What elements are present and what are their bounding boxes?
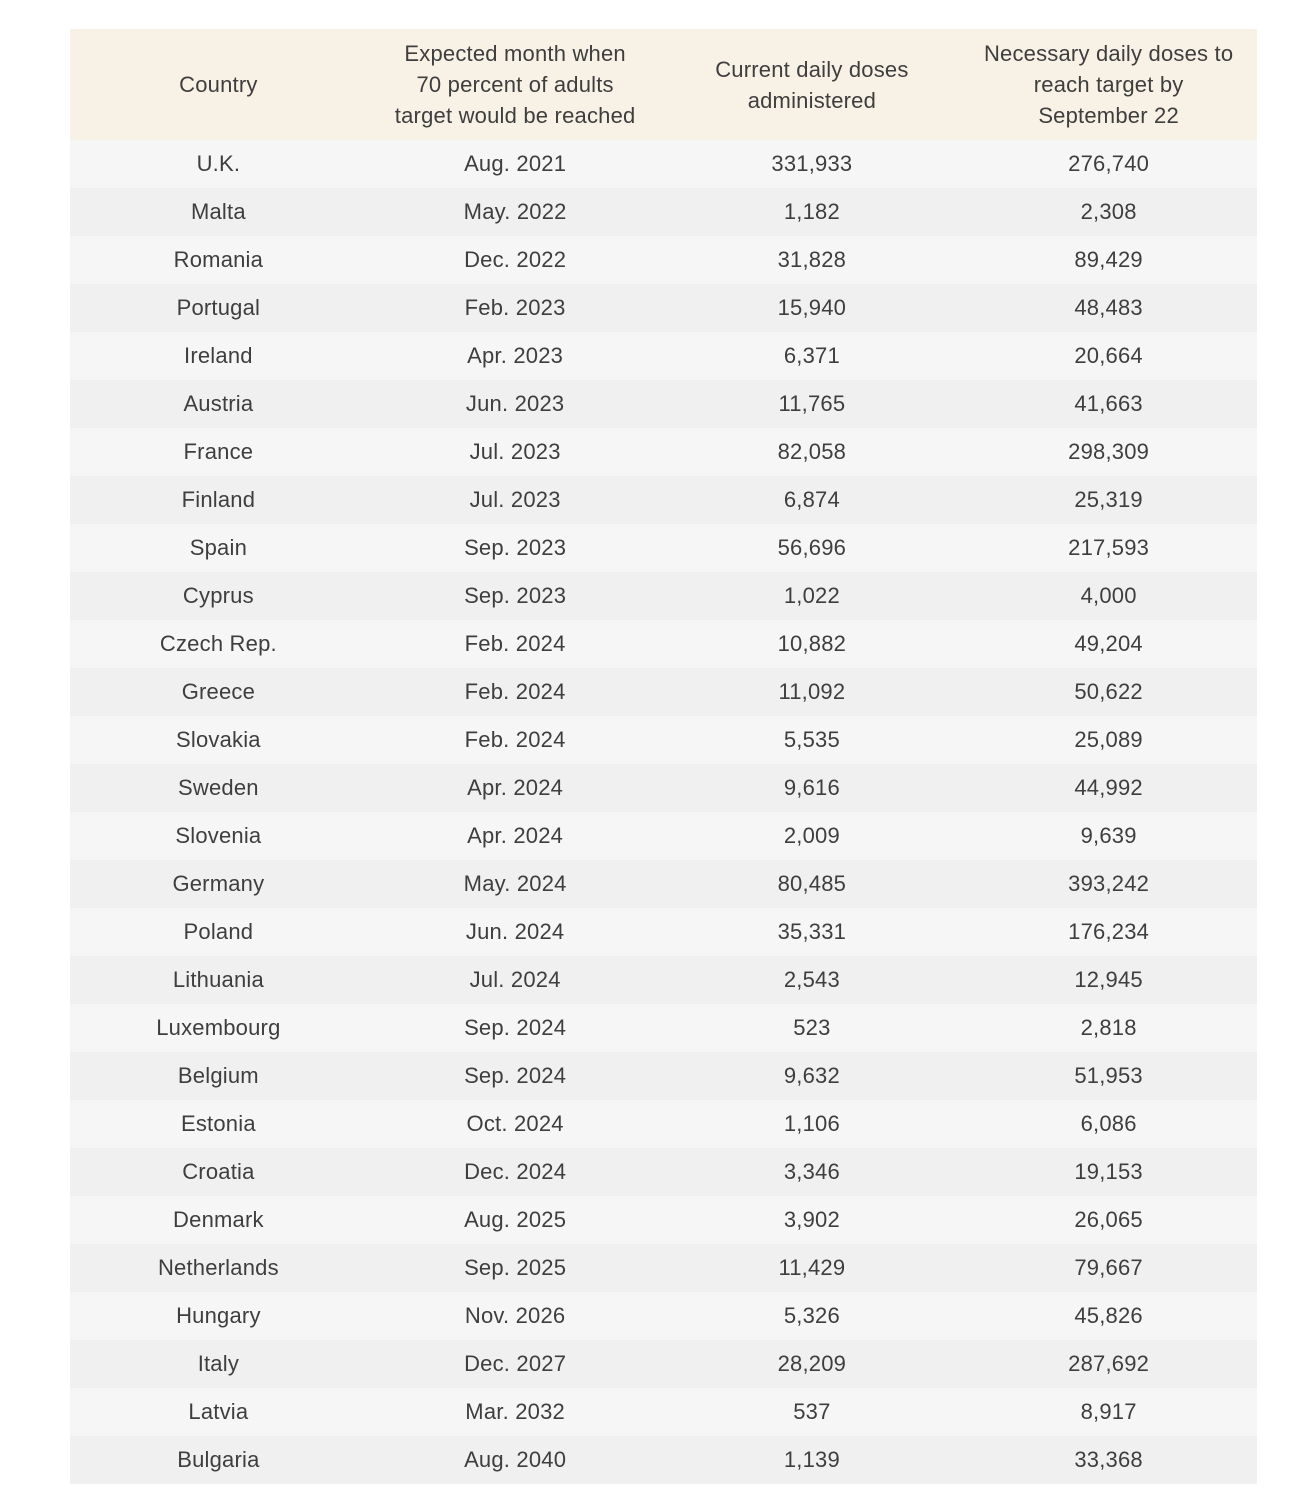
cell-current-daily-doses: 9,616 [783,775,840,800]
cell-country: Latvia [188,1399,249,1424]
cell-expected-month: Sep. 2023 [464,583,567,608]
table-row [70,908,1257,956]
cell-current-daily-doses: 523 [793,1015,831,1040]
column-header-line: September 22 [1038,103,1179,128]
cell-current-daily-doses: 80,485 [777,871,847,896]
cell-current-daily-doses: 10,882 [777,631,847,656]
table-row [70,668,1257,716]
cell-country: Romania [173,247,264,272]
vaccination-target-table [70,29,1257,1484]
cell-necessary-daily-doses: 33,368 [1074,1447,1143,1472]
cell-current-daily-doses: 537 [793,1399,831,1424]
cell-current-daily-doses: 3,902 [783,1207,840,1232]
cell-country: Poland [183,919,254,944]
cell-expected-month: Feb. 2024 [464,679,566,704]
cell-expected-month: May. 2022 [463,199,567,224]
cell-necessary-daily-doses: 45,826 [1074,1303,1143,1328]
cell-current-daily-doses: 28,209 [777,1351,847,1376]
cell-country: Spain [189,535,248,560]
table-row [70,476,1257,524]
cell-country: Malta [190,199,246,224]
table-row [70,956,1257,1004]
column-header-current-daily-doses [664,54,961,116]
cell-current-daily-doses: 35,331 [777,919,847,944]
cell-country: Germany [172,871,265,896]
cell-necessary-daily-doses: 217,593 [1068,535,1150,560]
cell-country: Denmark [173,1207,264,1232]
table-row [70,716,1257,764]
cell-necessary-daily-doses: 49,204 [1074,631,1143,656]
cell-current-daily-doses: 11,429 [778,1255,846,1280]
cell-country: Belgium [177,1063,259,1088]
cell-necessary-daily-doses: 79,667 [1074,1255,1143,1280]
cell-country: Austria [183,391,254,416]
cell-current-daily-doses: 2,543 [783,967,840,992]
column-header-line: target would be reached [394,103,636,128]
cell-necessary-daily-doses: 20,664 [1074,343,1143,368]
column-header-line: Necessary daily doses to [983,41,1234,66]
cell-country: Slovakia [175,727,261,752]
cell-country: Luxembourg [156,1015,281,1040]
cell-current-daily-doses: 82,058 [777,439,847,464]
cell-current-daily-doses: 2,009 [783,823,840,848]
table-row [70,620,1257,668]
column-header-line: Country [179,72,258,97]
cell-expected-month: Mar. 2032 [465,1399,565,1424]
cell-country: Czech Rep. [159,631,277,656]
table-header-row [70,29,1257,140]
table-row [70,1436,1257,1484]
cell-necessary-daily-doses: 8,917 [1080,1399,1137,1424]
cell-expected-month: Sep. 2024 [464,1015,567,1040]
table-row [70,1388,1257,1436]
cell-country: Slovenia [175,823,262,848]
cell-expected-month: Feb. 2023 [464,295,566,320]
table-row [70,1148,1257,1196]
cell-expected-month: Dec. 2027 [464,1351,567,1376]
cell-current-daily-doses: 5,326 [783,1303,840,1328]
cell-necessary-daily-doses: 26,065 [1074,1207,1143,1232]
table-row [70,1244,1257,1292]
table-row [70,764,1257,812]
cell-country: Estonia [180,1111,256,1136]
cell-expected-month: Apr. 2024 [467,775,564,800]
table-row [70,332,1257,380]
cell-current-daily-doses: 11,765 [778,391,846,416]
cell-expected-month: Feb. 2024 [464,727,566,752]
cell-country: Netherlands [157,1255,279,1280]
table-row [70,380,1257,428]
table-row [70,860,1257,908]
cell-necessary-daily-doses: 393,242 [1068,871,1150,896]
table-row [70,1004,1257,1052]
cell-expected-month: Oct. 2024 [466,1111,564,1136]
column-header-line: Expected month when [404,41,626,66]
cell-country: Ireland [184,343,253,368]
table-row [70,236,1257,284]
column-header-necessary-daily-doses [960,38,1257,131]
cell-expected-month: Jul. 2023 [469,487,561,512]
cell-country: Hungary [176,1303,261,1328]
cell-current-daily-doses: 5,535 [783,727,840,752]
table-row [70,428,1257,476]
table-row [70,1292,1257,1340]
table-row [70,140,1257,188]
cell-necessary-daily-doses: 41,663 [1074,391,1143,416]
table-row [70,1340,1257,1388]
cell-expected-month: Sep. 2023 [464,535,567,560]
cell-necessary-daily-doses: 25,089 [1074,727,1143,752]
cell-expected-month: Aug. 2040 [464,1447,567,1472]
cell-necessary-daily-doses: 51,953 [1074,1063,1143,1088]
cell-country: Sweden [178,775,259,800]
cell-country: Finland [181,487,256,512]
cell-country: U.K. [196,151,241,176]
cell-current-daily-doses: 31,828 [777,247,847,272]
cell-expected-month: Apr. 2024 [467,823,564,848]
cell-country: Bulgaria [177,1447,260,1472]
table-row [70,812,1257,860]
cell-expected-month: May. 2024 [463,871,567,896]
table-row [70,524,1257,572]
table-body [70,140,1257,1484]
table-row [70,1196,1257,1244]
cell-necessary-daily-doses: 276,740 [1068,151,1150,176]
cell-expected-month: Jul. 2023 [469,439,561,464]
cell-necessary-daily-doses: 176,234 [1068,919,1150,944]
cell-current-daily-doses: 3,346 [783,1159,840,1184]
column-header-line: reach target by [1033,72,1184,97]
column-header-country [70,69,367,100]
cell-current-daily-doses: 15,940 [777,295,847,320]
cell-current-daily-doses: 1,182 [783,199,840,224]
cell-current-daily-doses: 6,371 [783,343,840,368]
cell-country: Portugal [176,295,261,320]
column-header-line: 70 percent of adults [416,72,614,97]
table-row [70,1052,1257,1100]
cell-necessary-daily-doses: 50,622 [1074,679,1143,704]
cell-expected-month: Dec. 2024 [464,1159,567,1184]
cell-country: Greece [181,679,256,704]
cell-necessary-daily-doses: 287,692 [1068,1351,1150,1376]
cell-expected-month: Feb. 2024 [464,631,566,656]
cell-current-daily-doses: 56,696 [777,535,847,560]
cell-current-daily-doses: 331,933 [771,151,853,176]
cell-country: Lithuania [172,967,264,992]
cell-expected-month: Jun. 2023 [465,391,565,416]
cell-current-daily-doses: 11,092 [778,679,846,704]
table-row [70,1100,1257,1148]
cell-expected-month: Aug. 2021 [464,151,567,176]
cell-necessary-daily-doses: 44,992 [1074,775,1143,800]
cell-expected-month: Sep. 2025 [464,1255,567,1280]
cell-necessary-daily-doses: 12,945 [1074,967,1143,992]
table-row [70,572,1257,620]
cell-country: Croatia [182,1159,255,1184]
cell-necessary-daily-doses: 19,153 [1074,1159,1143,1184]
cell-necessary-daily-doses: 4,000 [1080,583,1137,608]
cell-country: Cyprus [182,583,254,608]
cell-necessary-daily-doses: 25,319 [1074,487,1143,512]
cell-current-daily-doses: 1,139 [783,1447,840,1472]
cell-country: Italy [197,1351,240,1376]
cell-expected-month: Sep. 2024 [464,1063,567,1088]
cell-country: France [183,439,254,464]
cell-necessary-daily-doses: 9,639 [1080,823,1137,848]
column-header-line: Current daily doses [715,56,909,82]
column-header-line: administered [747,87,877,113]
cell-current-daily-doses: 1,022 [783,583,840,608]
table-row [70,284,1257,332]
cell-necessary-daily-doses: 2,308 [1080,199,1137,224]
cell-expected-month: Dec. 2022 [464,247,567,272]
cell-necessary-daily-doses: 6,086 [1080,1111,1137,1136]
cell-necessary-daily-doses: 298,309 [1068,439,1150,464]
column-header-expected-month [367,38,664,131]
cell-current-daily-doses: 9,632 [783,1063,840,1088]
cell-expected-month: Apr. 2023 [467,343,564,368]
cell-current-daily-doses: 6,874 [783,487,840,512]
cell-current-daily-doses: 1,106 [783,1111,840,1136]
cell-expected-month: Jul. 2024 [469,967,561,992]
table-row [70,188,1257,236]
cell-expected-month: Nov. 2026 [464,1303,566,1328]
cell-necessary-daily-doses: 48,483 [1074,295,1143,320]
cell-necessary-daily-doses: 2,818 [1080,1015,1137,1040]
cell-expected-month: Jun. 2024 [465,919,565,944]
cell-necessary-daily-doses: 89,429 [1074,247,1143,272]
cell-expected-month: Aug. 2025 [464,1207,567,1232]
